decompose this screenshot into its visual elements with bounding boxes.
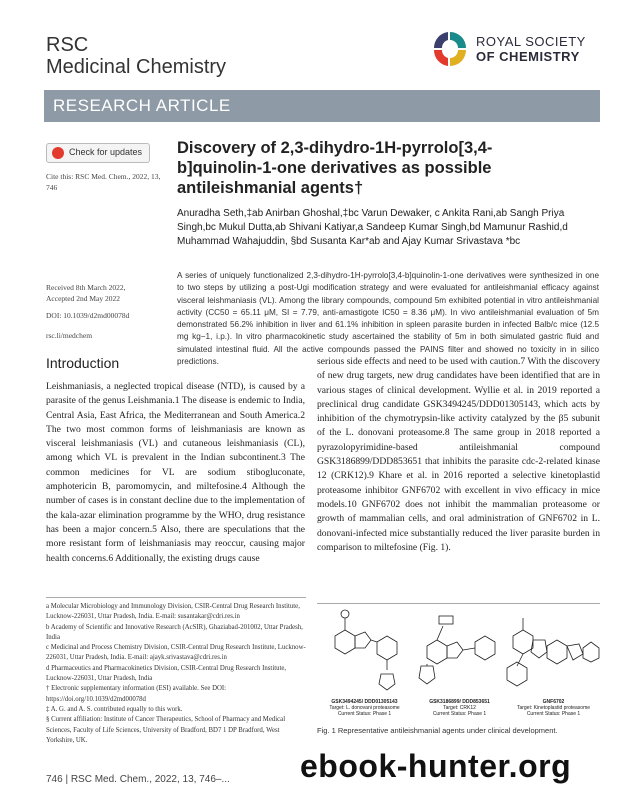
compound-status: Current Status: Phase 1 (526, 711, 581, 718)
compound-label-2 (412, 699, 507, 718)
journal-link[interactable]: rsc.li/medchem (46, 331, 93, 340)
citation: Cite this: RSC Med. Chem., 2022, 13, 746 (46, 172, 161, 192)
watermark: ebook-hunter.org (300, 748, 572, 784)
footnote: † Electronic supplementary information (ESI) available. See DOI: https://doi.org/10.1039/d2md00078d (46, 685, 227, 703)
compound-label-3 (507, 699, 600, 718)
structure-3 (507, 618, 599, 686)
footnote: b Academy of Scientific and Innovative Research (AcSIR), Ghaziabad-201002, Uttar Pradesh, India (46, 623, 303, 641)
journal-name (46, 34, 226, 78)
compound-status: Current Status: Phase 1 (432, 711, 487, 718)
body-column-left: Leishmaniasis, a neglected tropical disease (NTD), is caused by a parasite of the genus Leishmania.1 The disease is endemic to India, Central Asia, East Africa, the Mediterranean and South America.2 The two most common forms of leishmaniasis are known as visceral leishmaniasis (VL) and cutaneous leishmaniasis (CL), among which VL is prevalent in the Indian subcontinent.3 The common medicines for VL are sodium stibogluconate, amphotericin B, paromomycin, and miltefosine.4 Although the number of cases is in constant decline due to the implementation of the kala-azar elimination programme by the WHO, drug resistance has been a major concern.5 Also, there are speculations that the more resistant form of leishmaniasis may reoccur, causing major health concerns.6 Additionally, the existing drugs cause (46, 381, 305, 564)
structure-2 (419, 616, 495, 684)
structures-drawing (317, 606, 600, 694)
received-date: Received 8th March 2022, (46, 283, 126, 292)
compound-name: GSK3494245/ DDD01305143 (331, 699, 398, 705)
compound-target: Target: L. donovani proteasome (329, 705, 400, 712)
article-type-banner (44, 90, 600, 122)
footnote-divider (46, 597, 306, 598)
check-updates-label: Check for updates (69, 147, 143, 157)
doi[interactable]: DOI: 10.1039/d2md00078d (46, 311, 130, 320)
journal-line2: Medicinal Chemistry (46, 56, 227, 78)
accepted-date: Accepted 2nd May 2022 (46, 294, 120, 303)
compound-name: GNF6702 (542, 699, 565, 705)
footnote: c Medicinal and Process Chemistry Division, CSIR-Central Drug Research Institute, Lucknow-226031, Uttar Pradesh, India. E-mail: ajayk.srivastava@cdri.res.in (46, 644, 306, 662)
structure-1 (335, 610, 397, 690)
footnote: a Molecular Microbiology and Immunology Division, CSIR-Central Drug Research Institute, Lucknow-226031, Uttar Pradesh, India. E-mail: susantakar@cdri.res.in (46, 603, 300, 621)
abstract: A series of uniquely functionalized 2,3-dihydro-1H-pyrrolo[3,4-b]quinolin-1-one derivatives were synthesized in one to two steps by utilizing a post-Ugi modification strategy and were evaluated for antileishmanial efficacy against visceral leishmaniasis (VL). Among the library compounds, compound 5m exhibited potential in vitro antileishmanial activity (CC50 = 65.11 μM, SI = 7.79, anti-amastigote IC50 = 8.36 μM). In vivo antileishmanial evaluation of 5m demonstrated 56.2% inhibition in liver and 61.1% inhibition in spleen parasite burden in infected Balb/c mice (12.5 mg kg−1, i.p.). In vitro pharmacokinetic study ascertained the stability of 5m in both simulated gastric fluid and simulated intestinal fluid. All the active compounds passed the PAINS filter and showed no toxicity in in silico predictions. (177, 271, 599, 367)
refresh-icon (52, 147, 64, 159)
figure-1 (317, 603, 600, 721)
footnote: § Current affiliation: Institute of Cancer Therapeutics, School of Pharmacy and Medical Sciences, Faculty of Life Sciences, University of Bradford, BD7 1 DP Bradford, West Yorkshire, UK. (46, 716, 286, 744)
section-heading: Introduction (46, 355, 120, 371)
check-updates-button[interactable] (46, 143, 150, 163)
footnote: d Pharmaceutics and Pharmacokinetics Division, CSIR-Central Drug Research Institute, Lucknow-226031, Uttar Pradesh, India (46, 664, 287, 683)
publisher-line2: OF CHEMISTRY (476, 49, 580, 64)
author-list: Anuradha Seth,‡ab Anirban Ghoshal,‡bc Varun Dewaker, c Ankita Rani,ab Sangh Priya Singh,bc Mukul Dutta,ab Shivani Katiyar,a Sandeep Kumar Singh,bd Mamunur Rashid,d Muhammad Wahajuddin, §bd Susanta Kar*ab and Ajay Kumar Srivastava *bc (177, 208, 568, 247)
compound-name: GSK3186899/ DDD853651 (429, 699, 490, 705)
article-type: RESEARCH ARTICLE (53, 96, 231, 115)
page-footer: 746 | RSC Med. Chem., 2022, 13, 746–... (46, 774, 230, 785)
publisher-line1: ROYAL SOCIETY (476, 34, 586, 49)
compound-status: Current Status: Phase 1 (337, 711, 392, 718)
figure-caption: Fig. 1 Representative antileishmanial agents under clinical development. (317, 726, 558, 735)
compound-label-1 (317, 699, 412, 718)
journal-line1: RSC (46, 34, 89, 56)
compound-target: Target: CRK12 (443, 705, 476, 712)
compound-target: Target: Kinetoplastid proteasome (516, 705, 591, 712)
footnote: ‡ A. G. and A. S. contributed equally to this work. (46, 705, 183, 713)
article-title: Discovery of 2,3-dihydro-1H-pyrrolo[3,4-b]quinolin-1-one derivatives as possible antileishmanial agents† (177, 139, 493, 197)
rsc-logo-icon (430, 28, 470, 72)
footnotes (46, 602, 306, 746)
body-column-right: serious side effects and need to be used with caution.7 With the discovery of new drug targets, new drug candidates have been identified that are in various stages of clinical development. Wyllie et al. in 2019 reported a preclinical drug candidate GSK3494245/DDD01305143, which acts by inhibition of the chymotrypsin-like activity catalyzed by the β5 subunit of the L. donovani proteasome.8 The same group in 2018 reported a pyrazolopyrimidine-based antileishmanial compound GSK3186899/DDD853651 that inhibits the parasite cdc-2-related kinase 12 (CRK12).9 Khare et al. in 2016 reported a selective kinetoplastid proteasome inhibitor GNF6702 with excellent in vivo efficacy in mice models.10 GNF6702 does not inhibit the mammalian proteasome or growth of mammalian cells, and oral administration of GNF6702 in L. donovani-infected mice substantially reduced the liver parasite burden in comparison to miltefosine (Fig. 1). (317, 356, 601, 553)
rsc-logo (430, 28, 600, 78)
